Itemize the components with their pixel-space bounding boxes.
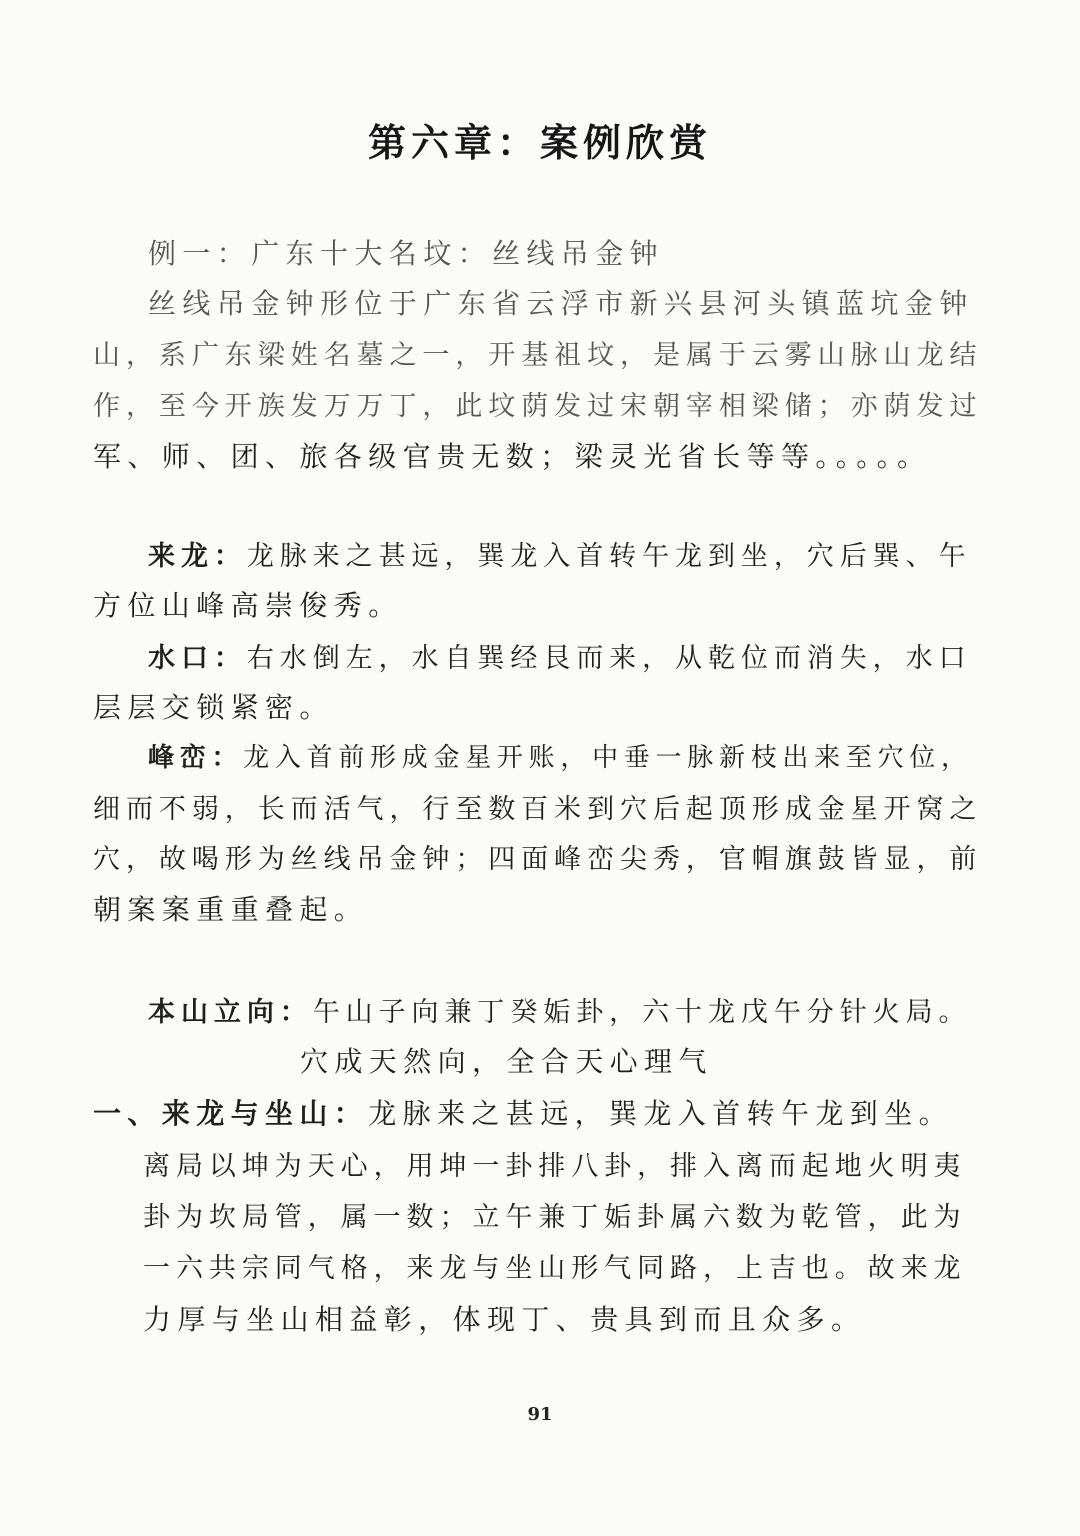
paragraph-line: 穴成天然向，全合天心理气: [300, 1045, 713, 1078]
section-label: 水口：: [148, 643, 247, 674]
section-shuikou: [148, 645, 972, 672]
page-number: 91: [527, 1404, 553, 1425]
paragraph-line: 一六共宗同气格，来龙与坐山形气同路，上吉也。故来龙: [143, 1253, 967, 1284]
paragraph-line: 卦为坎局管，属一数；立午兼丁姤卦属六数为乾管，此为: [143, 1202, 967, 1233]
paragraph-line: 穴，故喝形为丝线吊金钟；四面峰峦尖秀，官帽旗鼓皆显，前: [93, 844, 983, 875]
chapter-title: 第六章：案例欣赏: [367, 120, 712, 165]
section-benshan: [148, 999, 972, 1026]
paragraph-line: 朝案案重重叠起。: [93, 893, 369, 926]
section-label: 来龙：: [148, 541, 247, 572]
paragraph-line: 作，至今开族发万万丁，此坟荫发过宋朝宰相梁储；亦荫发过: [93, 391, 983, 422]
paragraph-line: 龙脉来之甚远，巽龙入首转午龙到坐。: [368, 1097, 954, 1130]
paragraph-line: 丝线吊金钟形位于广东省云浮市新兴县河头镇蓝坑金钟: [148, 287, 974, 320]
paragraph-line: 龙脉来之甚远，巽龙入首转午龙到坐，穴后巽、午: [246, 541, 972, 572]
paragraph-line: 军、师、团、旅各级官贵无数；梁灵光省长等等。。。。。: [93, 440, 932, 473]
paragraph-line: 离局以坤为天心，用坤一卦排八卦，排入离而起地火明夷: [143, 1151, 967, 1182]
section-label: 一、来龙与坐山：: [93, 1097, 369, 1130]
example-heading: 例一：广东十大名坟：丝线吊金钟: [148, 237, 665, 270]
section-label: 本山立向：: [148, 997, 313, 1028]
paragraph-line: 方位山峰高崇俊秀。: [93, 589, 403, 622]
paragraph-line: 山，系广东梁姓名墓之一，开基祖坟，是属于云雾山脉山龙结: [93, 340, 983, 371]
paragraph-line: 细而不弱，长而活气，行至数百米到穴后起顶形成金星开窝之: [93, 794, 983, 825]
section-fengluan: [148, 745, 973, 771]
section-label: 峰峦：: [148, 743, 244, 773]
paragraph-line: 午山子向兼丁癸姤卦，六十龙戊午分针火局。: [312, 997, 972, 1028]
paragraph-line: 右水倒左，水自巽经艮而来，从乾位而消失，水口: [246, 643, 972, 674]
paragraph-line: 力厚与坐山相益彰，体现丁、贵具到而且众多。: [143, 1303, 866, 1336]
paragraph-line: 龙入首前形成金星开账，中垂一脉新枝出来至穴位，: [243, 743, 973, 773]
section-lailong: [148, 543, 972, 570]
section-part1: [93, 1097, 954, 1130]
paragraph-line: 层层交锁紧密。: [93, 691, 334, 724]
